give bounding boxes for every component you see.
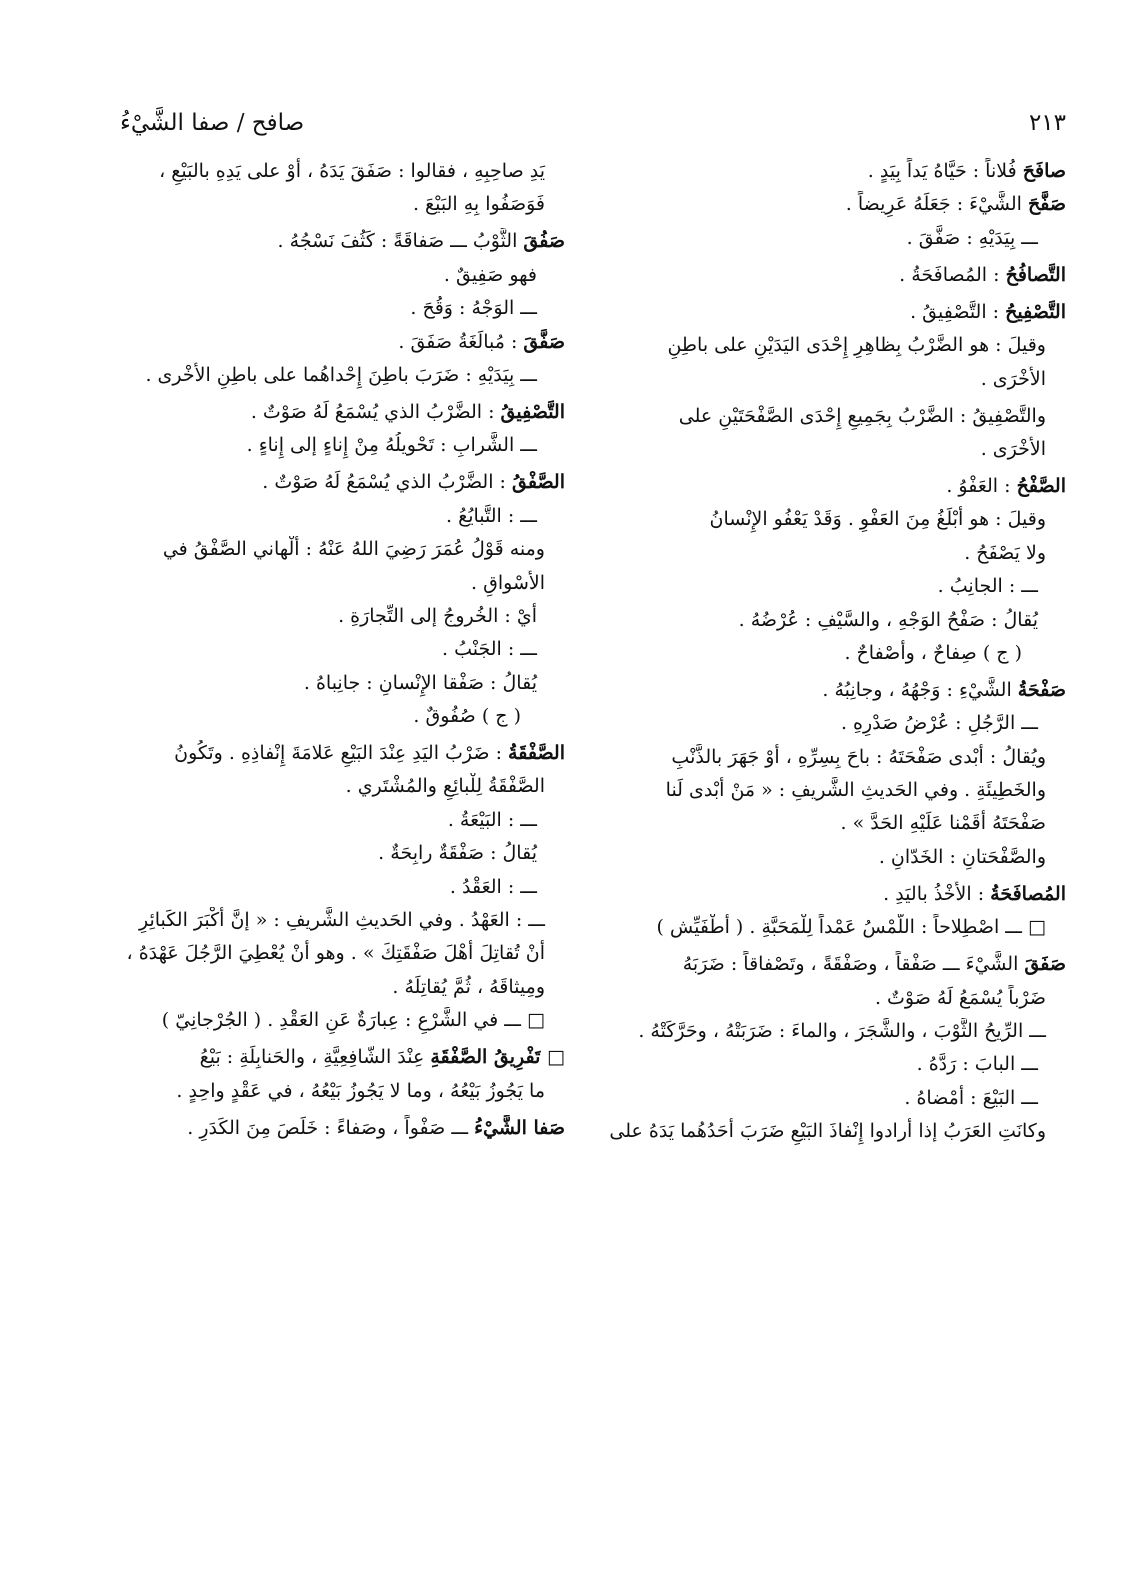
entry-line xyxy=(600,191,1066,218)
definition-text: الشَّيْءَ ـــ صَفْقاً ، وصَفْقَةً ، وتَصْفاقاً : ضَرَبَهُ xyxy=(682,953,1025,976)
entry-line xyxy=(95,432,565,459)
entry-line xyxy=(95,1007,565,1034)
definition-text: يَدِ صاحِبِهِ ، فقالوا : صَفَقَ يَدَهُ ، أوْ على يَدِهِ بالبَيْعِ ، xyxy=(159,160,545,182)
headword: صَفَقَ xyxy=(1024,953,1066,976)
entry-line xyxy=(600,1051,1066,1078)
headword: التَّصْفِيحُ xyxy=(1005,300,1066,323)
definition-text: عِنْدَ الشّافِعِيَّةِ ، والحَنابِلَةِ : بَيْعُ xyxy=(199,1046,431,1069)
headword: □ تَفْرِيقُ الصَّفْقَةِ xyxy=(430,1046,565,1069)
definition-text: يُقالُ : صَفْحُ الوَجْهِ ، والسَّيْفِ : عُرْضُهُ . xyxy=(738,608,1038,631)
definition-text: : ضَرْبُ اليَدِ عِنْدَ البَيْعِ عَلامَةَ إِنْفاذِهِ . وتَكُونُ xyxy=(174,742,509,765)
definition-text: ويُقالُ : أَبْدى صَفْحَتَهُ : باحَ بِسِرِّهِ ، أَوْ جَهَرَ بالذَّنْبِ xyxy=(671,745,1046,768)
definition-text: ولا يَصْفَحُ . xyxy=(964,541,1046,564)
entry-line xyxy=(600,914,1066,941)
definition-text: ـــ صَفْواً ، وصَفاءً : خَلَصَ مِنَ الكَدَرِ . xyxy=(187,1116,475,1139)
entry-line xyxy=(95,874,565,901)
definition-text: ـــ : البَيْعَةُ . xyxy=(447,808,537,831)
definition-text: : التَّصْفِيقُ . xyxy=(910,300,1006,323)
definition-text: ـــ : العَقْدُ . xyxy=(449,875,537,898)
entry-line xyxy=(600,710,1066,737)
entry-line xyxy=(600,1085,1066,1112)
definition-text: فُلاناً : حَيَّاهُ يَداً بِيَدٍ . xyxy=(867,160,1023,182)
entry-line xyxy=(600,985,1066,1012)
definition-text: والصَّفْحَتانِ : الخَدّانِ . xyxy=(878,845,1046,868)
entry-line xyxy=(95,329,565,356)
definition-text: ـــ : الجانِبُ . xyxy=(937,575,1038,598)
definition-text: □ ـــ اصْطِلاحاً : اللَّمْسُ عَمْداً لِلْمَحَبَّةِ . ( أَطْفَيِّش ) xyxy=(656,916,1046,939)
definition-text: ( ج ) صِفاحٌ ، وأَصْفاحٌ . xyxy=(844,641,1022,664)
entry-line xyxy=(95,503,565,530)
entry-line xyxy=(600,640,1066,667)
headword: صَفْحَةُ xyxy=(1017,678,1066,701)
definition-text: والخَطِيئَةِ . وفي الحَديثِ الشَّريفِ : « مَنْ أَبْدى لَنا xyxy=(665,779,1046,802)
definition-text: ـــ الرِّيحُ الثَّوْبَ ، والشَّجَرَ ، والماءَ : ضَرَبَتْهُ ، وحَرَّكَتْهُ . xyxy=(638,1020,1046,1043)
entry-line xyxy=(95,570,565,597)
entry-line xyxy=(95,703,565,730)
headword: صافَحَ xyxy=(1022,160,1066,182)
headword: الصَّفْقُ xyxy=(511,471,565,494)
entry-line xyxy=(95,158,565,185)
entry-line xyxy=(95,740,565,767)
definition-text: الأَسْواقِ . xyxy=(471,571,545,594)
definition-text: فَوَصَفُوا بِهِ البَيْعَ . xyxy=(412,193,545,216)
left-column xyxy=(95,158,565,1148)
definition-text: أَنْ تُقاتِلَ أَهْلَ صَفْقَتِكَ » . وهو أَنْ يُعْطِيَ الرَّجُلَ عَهْدَهُ ، xyxy=(126,942,545,965)
definition-text: ما يَجُوزُ بَيْعُهُ ، وما لا يَجُوزُ بَيْعُهُ ، في عَقْدٍ واحِدٍ . xyxy=(176,1079,545,1102)
entry-line xyxy=(95,536,565,563)
entry-line xyxy=(95,940,565,967)
entry-line xyxy=(600,607,1066,634)
definition-text: : الضَّرْبُ الذي يُسْمَعُ لَهُ صَوْتٌ . xyxy=(262,471,512,494)
definition-text: ـــ بِيَدَيْهِ : صَفَّقَ . xyxy=(906,226,1038,249)
entry-line xyxy=(95,1078,565,1105)
definition-text: وقيلَ : هو الضَّرْبُ بِظاهِرِ إِحْدَى اليَدَيْنِ على باطِنِ xyxy=(667,334,1046,357)
entry-line xyxy=(95,974,565,1001)
entry-line xyxy=(600,881,1066,908)
definition-text: : الضَّرْبُ الذي يُسْمَعُ لَهُ صَوْتٌ . xyxy=(250,400,501,423)
definition-text: : مُبالَغَةُ صَفَقَ . xyxy=(398,330,524,353)
definition-text: : المُصافَحَةُ . xyxy=(899,263,1006,286)
definition-text: الأُخْرَى . xyxy=(980,367,1046,390)
definition-text: الثَّوْبُ ـــ صَفاقَةً : كَثُفَ نَسْجُهُ . xyxy=(277,230,524,253)
entry-line xyxy=(95,603,565,630)
entry-line xyxy=(95,773,565,800)
entry-line xyxy=(600,677,1066,704)
headword: صَفَّحَ xyxy=(1027,193,1066,216)
headword: التَّصافُحُ xyxy=(1005,263,1066,286)
definition-text: ـــ البَيْعَ : أَمْضاهُ . xyxy=(904,1086,1038,1109)
definition-text: ـــ : العَهْدُ . وفي الحَديثِ الشَّريفِ : « إنَّ أَكْبَرَ الكَبائِرِ xyxy=(139,909,545,932)
entry-line xyxy=(600,844,1066,871)
entry-line xyxy=(95,907,565,934)
definition-text: □ ـــ في الشَّرْعِ : عِبارَةٌ عَنِ العَقْدِ . ( الجُرْجانِيّ ) xyxy=(161,1009,545,1032)
definition-text: الأُخْرَى . xyxy=(980,437,1046,460)
entry-line xyxy=(600,1018,1066,1045)
entry-line xyxy=(600,225,1066,252)
entry-line xyxy=(600,436,1066,463)
definition-text: ومنه قَوْلُ عُمَرَ رَضِيَ اللهُ عَنْهُ : أَلْهاني الصَّفْقُ في xyxy=(162,538,545,561)
entry-line xyxy=(95,469,565,496)
entry-line xyxy=(600,506,1066,533)
headword: صَفَّقَ xyxy=(523,330,565,353)
entry-line xyxy=(600,777,1066,804)
headword: التَّصْفِيقُ xyxy=(500,400,565,423)
right-column xyxy=(600,158,1066,1152)
entry-line xyxy=(95,262,565,289)
entry-line xyxy=(600,810,1066,837)
entry-line xyxy=(600,158,1066,185)
definition-text: : العَفْوُ . xyxy=(946,474,1017,497)
entry-line xyxy=(600,744,1066,771)
definition-text: الشَّيْءِ : وَجْهُهُ ، وجانِبُهُ . xyxy=(822,678,1018,701)
entry-line xyxy=(95,807,565,834)
entry-line xyxy=(600,299,1066,326)
entry-line xyxy=(600,332,1066,359)
headword: المُصافَحَةُ xyxy=(990,882,1066,905)
entry-line xyxy=(95,670,565,697)
definition-text: ـــ بِيَدَيْهِ : ضَرَبَ باطِنَ إِحْداهُما على باطِنِ الأُخْرى . xyxy=(145,363,537,386)
definition-text: صَفْحَتَهُ أَقَمْنا عَلَيْهِ الحَدَّ » . xyxy=(840,812,1046,835)
definition-text: ـــ : الجَنْبُ . xyxy=(442,638,537,661)
definition-text: يُقالُ : صَفْقَةٌ رابِحَةٌ . xyxy=(378,842,537,865)
entry-line xyxy=(95,362,565,389)
definition-text: : الأَخْذُ باليَدِ . xyxy=(883,882,991,905)
definition-text: أيْ : الخُروجُ إلى التِّجارَةِ . xyxy=(338,604,537,627)
definition-text: الصَّفْقَةُ لِلْبائِعِ والمُشْتَري . xyxy=(345,775,545,798)
definition-text: ـــ الوَجْهُ : وَقُحَ . xyxy=(410,297,537,320)
headword: صَفا الشَّيْءُ xyxy=(474,1116,565,1139)
definition-text: وكانَتِ العَرَبُ إذا أرادوا إِنْفاذَ البَيْعِ ضَرَبَ أَحَدُهُما يَدَهُ على xyxy=(609,1120,1046,1143)
entry-line xyxy=(600,573,1066,600)
entry-line xyxy=(600,540,1066,567)
entry-line xyxy=(95,399,565,426)
entry-line xyxy=(600,403,1066,430)
definition-text: ـــ الشَّرابِ : تَحْويلُهُ مِنْ إِناءٍ إلى إِناءٍ . xyxy=(246,434,537,457)
definition-text: يُقالُ : صَفْقا الإِنْسانِ : جانِباهُ . xyxy=(303,671,537,694)
entry-line xyxy=(600,1118,1066,1145)
entry-line xyxy=(95,228,565,255)
entry-line xyxy=(95,295,565,322)
entry-line xyxy=(600,473,1066,500)
entry-line xyxy=(600,262,1066,289)
definition-text: ـــ : التَّبايُعُ . xyxy=(446,504,537,527)
entry-line xyxy=(95,636,565,663)
definition-text: ـــ البابَ : رَدَّهُ . xyxy=(916,1053,1038,1076)
headword: صَفُقَ xyxy=(523,230,565,253)
definition-text: والتَّصْفِيقُ : الضَّرْبُ بِجَمِيعِ إِحْدَى الصَّفْحَتَيْنِ على xyxy=(678,404,1046,427)
definition-text: الشَّيْءَ : جَعَلَهُ عَرِيضاً . xyxy=(845,193,1028,216)
entry-line xyxy=(600,366,1066,393)
entry-line xyxy=(95,840,565,867)
page-number: ٢١٣ xyxy=(1028,110,1066,136)
entry-line xyxy=(95,1044,565,1071)
headword: الصَّفْحُ xyxy=(1016,474,1066,497)
definition-text: وقيلَ : هو أَبْلَغُ مِنَ العَفْوِ . وَقَدْ يَعْفُو الإِنْسانُ xyxy=(709,508,1046,531)
definition-text: ( ج ) صُفُوقٌ . xyxy=(413,705,521,728)
definition-text: ـــ الرَّجُلِ : عُرْضُ صَدْرِهِ . xyxy=(840,712,1038,735)
headword: الصَّفْقَةُ xyxy=(508,742,565,765)
entry-line xyxy=(600,951,1066,978)
definition-text: ومِيثاقَهُ ، ثُمَّ يُقاتِلَهُ . xyxy=(392,975,545,998)
entry-line xyxy=(95,1115,565,1142)
entry-line xyxy=(95,191,565,218)
definition-text: فهو صَفِيقٌ . xyxy=(443,263,537,286)
running-title: صافح / صفا الشَّيْءُ xyxy=(120,110,305,136)
definition-text: ضَرْباً يُسْمَعُ لَهُ صَوْتٌ . xyxy=(874,986,1046,1009)
